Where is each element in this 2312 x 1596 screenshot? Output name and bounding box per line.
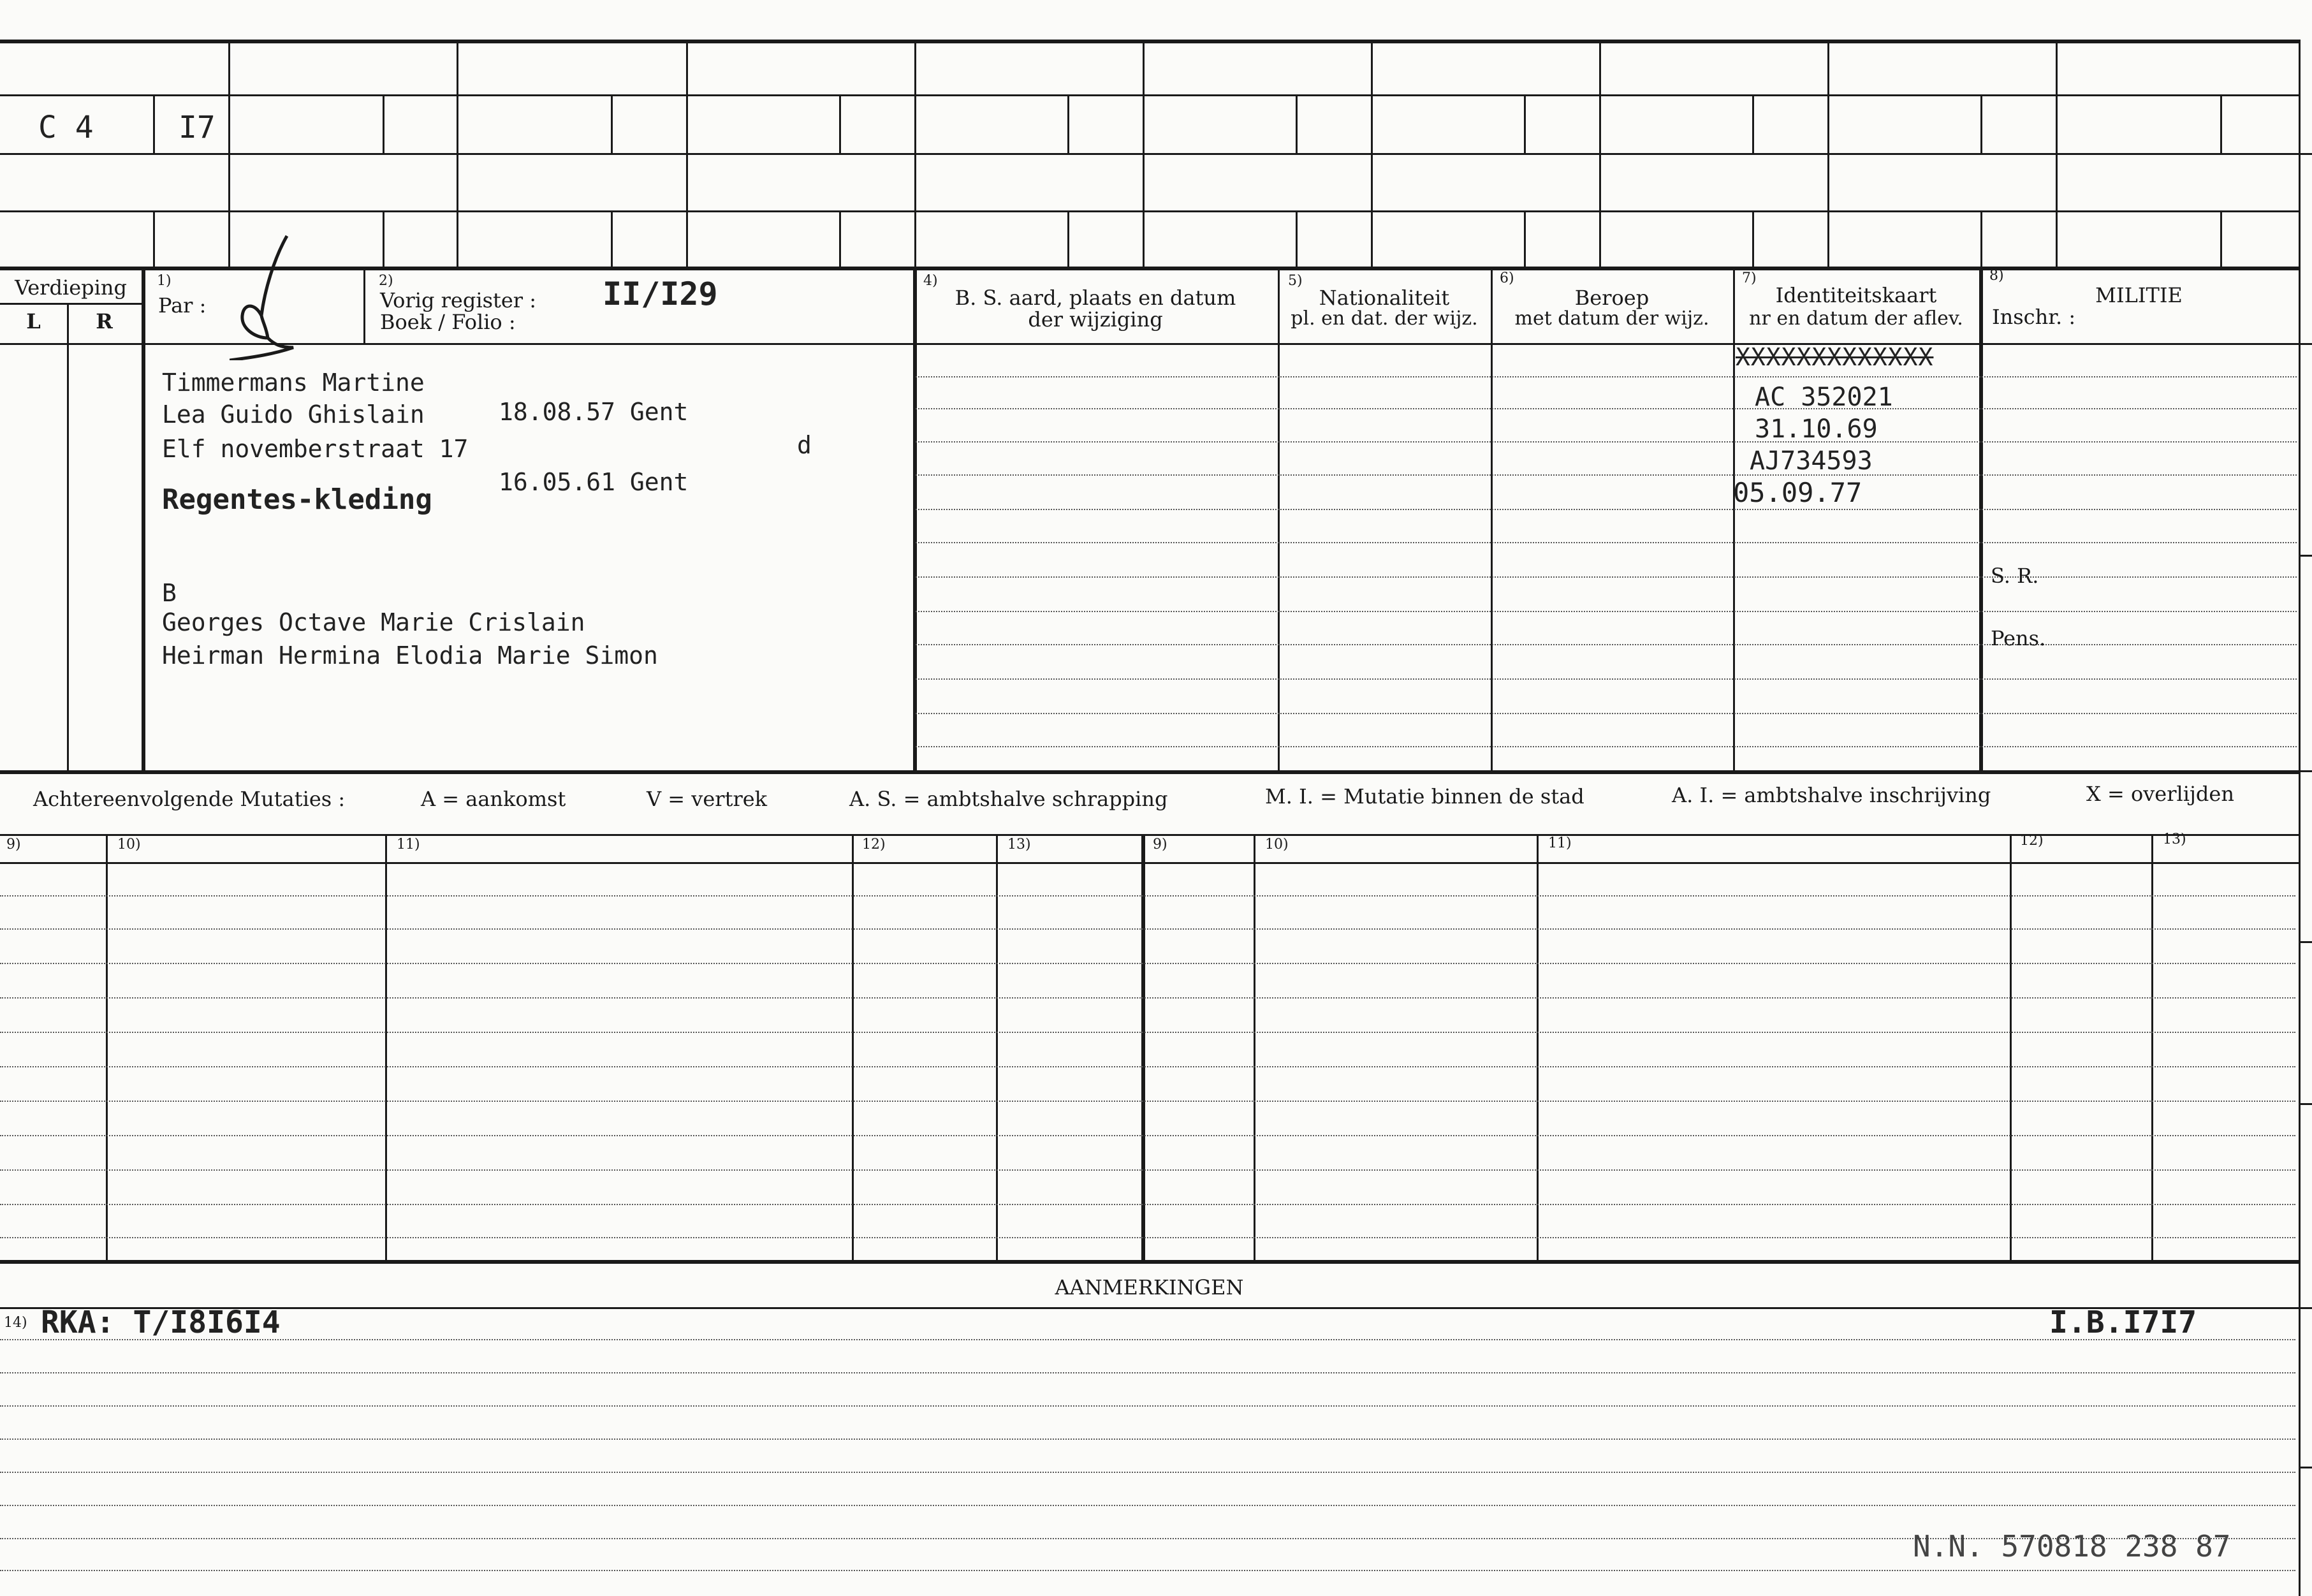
mutaties-title: Achtereenvolgende Mutaties : [33,787,346,811]
mut-col-divider [1537,834,1539,1260]
remarks-header-line [0,1307,2299,1309]
mut-col-divider [1141,834,1145,1260]
grid-sub [1980,94,1982,153]
mut-col-13b: 13) [2163,831,2186,847]
grid-sub [153,94,155,153]
signature-mark [230,233,300,360]
grid-sub [1524,210,1526,267]
mut-col-11b: 11) [1548,835,1572,851]
legend-overlijden: X = overlijden [2086,782,2234,806]
address: Elf novemberstraat 17 [162,435,469,463]
profession-date: 16.05.61 Gent [499,468,689,496]
par-num: 1) [157,273,172,289]
person-bottom [0,770,2299,774]
grid-sub [611,94,613,153]
mut-col-divider [852,834,854,1260]
mut-col-10b: 10) [1265,837,1289,853]
pens-label: Pens. [1991,626,2046,650]
mut-col-divider [385,834,387,1260]
col-divider [1733,267,1735,772]
mut-col-divider [2151,834,2153,1260]
grid-line [0,210,2299,212]
sr-label: S. R. [1991,564,2039,588]
parents-mark: B [162,579,177,607]
marital-mark: d [797,431,812,459]
header-bottom [0,343,2299,345]
grid-sub [1524,94,1526,153]
grid-sub [1296,210,1298,267]
col-divider [363,267,365,343]
col-divider [913,267,917,772]
col-divider [142,267,145,772]
ib-number: I.B.I7I7 [2049,1305,2197,1340]
block-code: C 4 [38,110,94,145]
grid-sub [1296,94,1298,153]
nat-label-2: pl. en dat. der wijz. [1291,307,1478,330]
col-divider [1979,267,1983,772]
id-date-2: 05.09.77 [1733,477,1862,508]
militie-num: 8) [1989,268,2004,284]
legend-mutatie-stad: M. I. = Mutatie binnen de stad [1265,784,1584,809]
boek-folio-label: Boek / Folio : [380,310,516,334]
r-label: R [96,309,113,333]
grid-sub [1067,210,1069,267]
mut-col-11: 11) [397,837,420,853]
mut-col-divider [996,834,998,1260]
grid-sub [153,210,155,267]
person-name: Timmermans Martine [162,369,425,397]
profession: Regentes-kleding [162,483,432,516]
nat-label-1: Nationaliteit [1319,286,1450,310]
grid-line [0,153,2299,155]
grid-col [457,40,458,267]
grid-sub [2220,94,2222,153]
father-name: Georges Octave Marie Crislain [162,608,585,636]
mut-bottom [0,1260,2299,1264]
id-num: 7) [1742,270,1757,286]
grid-line [0,94,2299,96]
grid-col [1143,40,1145,267]
par-label: Par : [158,293,207,318]
verdieping-split [0,303,142,305]
l-label: L [26,309,41,333]
grid-sub [1752,210,1754,267]
mut-col-10: 10) [117,837,141,853]
legend-aankomst: A = aankomst [421,787,566,811]
register-value: II/I29 [603,275,718,312]
id-crossed-out: XXXXXXXXXXXXX [1736,343,1934,371]
grid-sub [1980,210,1982,267]
lr-divider [67,303,69,772]
mother-name: Heirman Hermina Elodia Marie Simon [162,641,658,670]
mut-col-12: 12) [862,837,886,853]
id-label-1: Identiteitskaart [1775,283,1937,307]
block-number: I7 [179,110,216,145]
legend-vertrek: V = vertrek [647,787,768,811]
verdieping-label: Verdieping [15,275,127,300]
grid-sub [839,94,841,153]
vorig-register-label: Vorig register : [380,288,537,312]
national-number: N.N. 570818 238 87 [1913,1529,2231,1563]
mut-header-line [0,862,2299,864]
mut-col-divider [1254,834,1255,1260]
beroep-label-1: Beroep [1574,286,1650,310]
id-date-1: 31.10.69 [1755,414,1878,444]
rka-number: RKA: T/I8I6I4 [41,1305,281,1340]
beroep-label-2: met datum der wijz. [1514,307,1709,330]
grid-col [2056,40,2058,267]
grid-col [686,40,688,267]
birth-date-place: 18.08.57 Gent [499,398,689,426]
grid-sub [839,210,841,267]
beroep-num: 6) [1500,270,1514,286]
grid-sub [1067,94,1069,153]
grid-sub [383,94,384,153]
header-top [0,267,2299,270]
mut-col-9b: 9) [1153,837,1167,853]
id-number-2: AJ734593 [1750,446,1873,476]
right-border [2299,40,2301,1596]
grid-col [1599,40,1601,267]
col-divider [1278,267,1280,772]
bs-label-1: B. S. aard, plaats en datum [955,286,1236,310]
mut-col-divider [2010,834,2012,1260]
mut-col-13: 13) [1007,837,1031,853]
bs-num: 4) [923,273,938,289]
grid-sub [383,210,384,267]
remarks-num: 14) [4,1315,27,1331]
vorig-num: 2) [379,273,393,289]
bs-label-2: der wijziging [1028,307,1163,332]
id-number-1: AC 352021 [1755,383,1893,412]
nat-num: 5) [1288,273,1303,289]
col-divider [1491,267,1493,772]
id-label-2: nr en datum der aflev. [1749,307,1963,330]
grid-sub [611,210,613,267]
remarks-title: AANMERKINGEN [1055,1275,1244,1299]
grid-col [1827,40,1829,267]
grid-sub [2220,210,2222,267]
mut-col-9: 9) [6,837,21,853]
militie-label: MILITIE [2095,283,2183,307]
legend-inschrijving: A. I. = ambtshalve inschrijving [1672,783,1991,807]
grid-sub [1752,94,1754,153]
inschr-label: Inschr. : [1992,305,2076,329]
person-given-names: Lea Guido Ghislain [162,400,425,428]
top-border [0,40,2299,43]
grid-col [1371,40,1373,267]
mut-col-12b: 12) [2020,833,2044,849]
grid-col [914,40,916,267]
legend-schrapping: A. S. = ambtshalve schrapping [849,787,1168,811]
mut-col-divider [106,834,108,1260]
mut-top [0,834,2299,836]
